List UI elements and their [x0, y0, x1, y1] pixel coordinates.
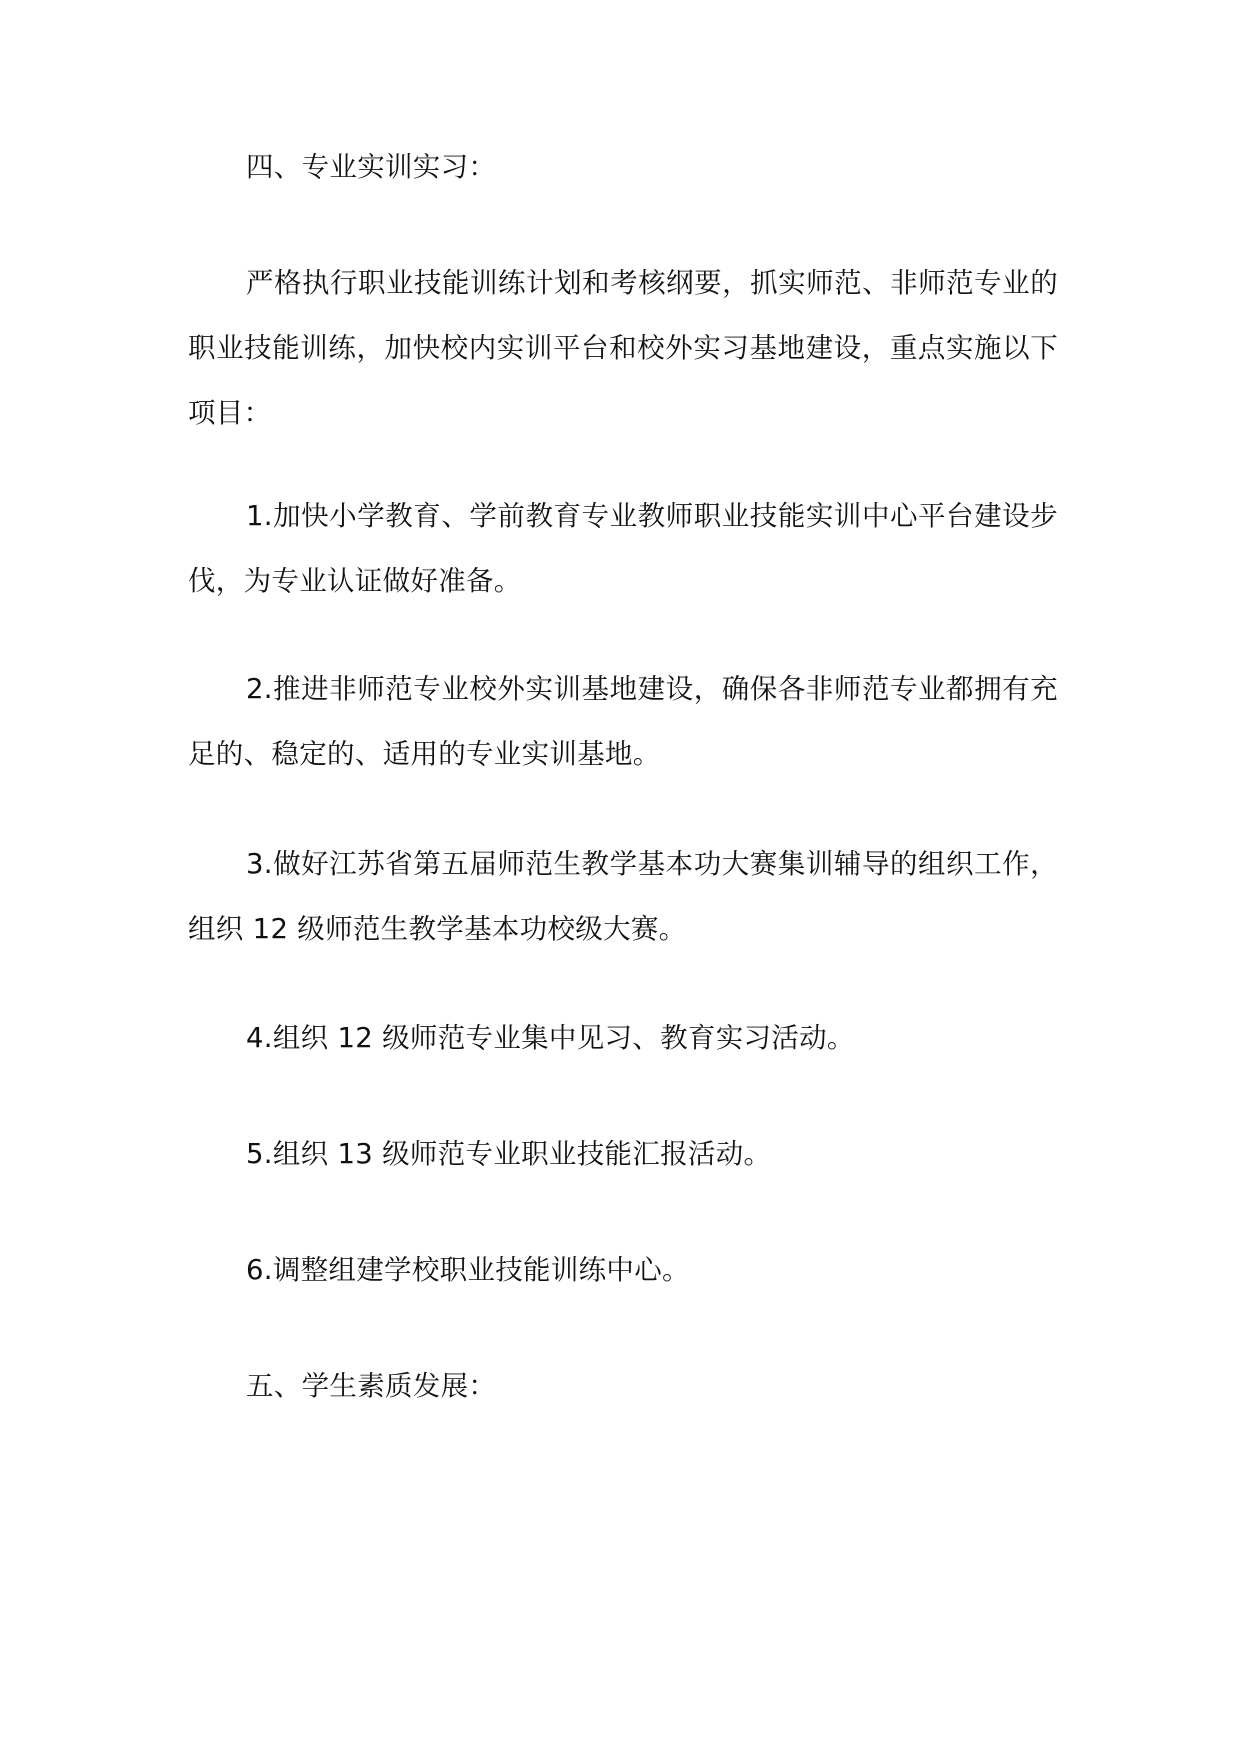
list-item-6: 6.调整组建学校职业技能训练中心。: [246, 1254, 690, 1286]
list-item-4: 4.组织 12 级师范专业集中见习、教育实习活动。: [246, 1022, 855, 1054]
list-item-1: 1.加快小学教育、学前教育专业教师职业技能实训中心平台建设步伐，为专业认证做好准备。: [188, 500, 1058, 597]
intro-paragraph: 严格执行职业技能训练计划和考核纲要，抓实师范、非师范专业的职业技能训练，加快校内实训平台和校外实习基地建设，重点实施以下项目：: [188, 267, 1058, 429]
section-heading-4: 四、专业实训实习：: [246, 151, 497, 183]
list-item-5: 5.组织 13 级师范专业职业技能汇报活动。: [246, 1138, 772, 1170]
list-item-2: 2.推进非师范专业校外实训基地建设，确保各非师范专业都拥有充足的、稳定的、适用的专业实训基地。: [188, 673, 1058, 770]
list-item-3: 3.做好江苏省第五届师范生教学基本功大赛集训辅导的组织工作，组织 12 级师范生教学基本功校级大赛。: [188, 848, 1058, 945]
section-heading-5: 五、学生素质发展：: [246, 1370, 497, 1402]
